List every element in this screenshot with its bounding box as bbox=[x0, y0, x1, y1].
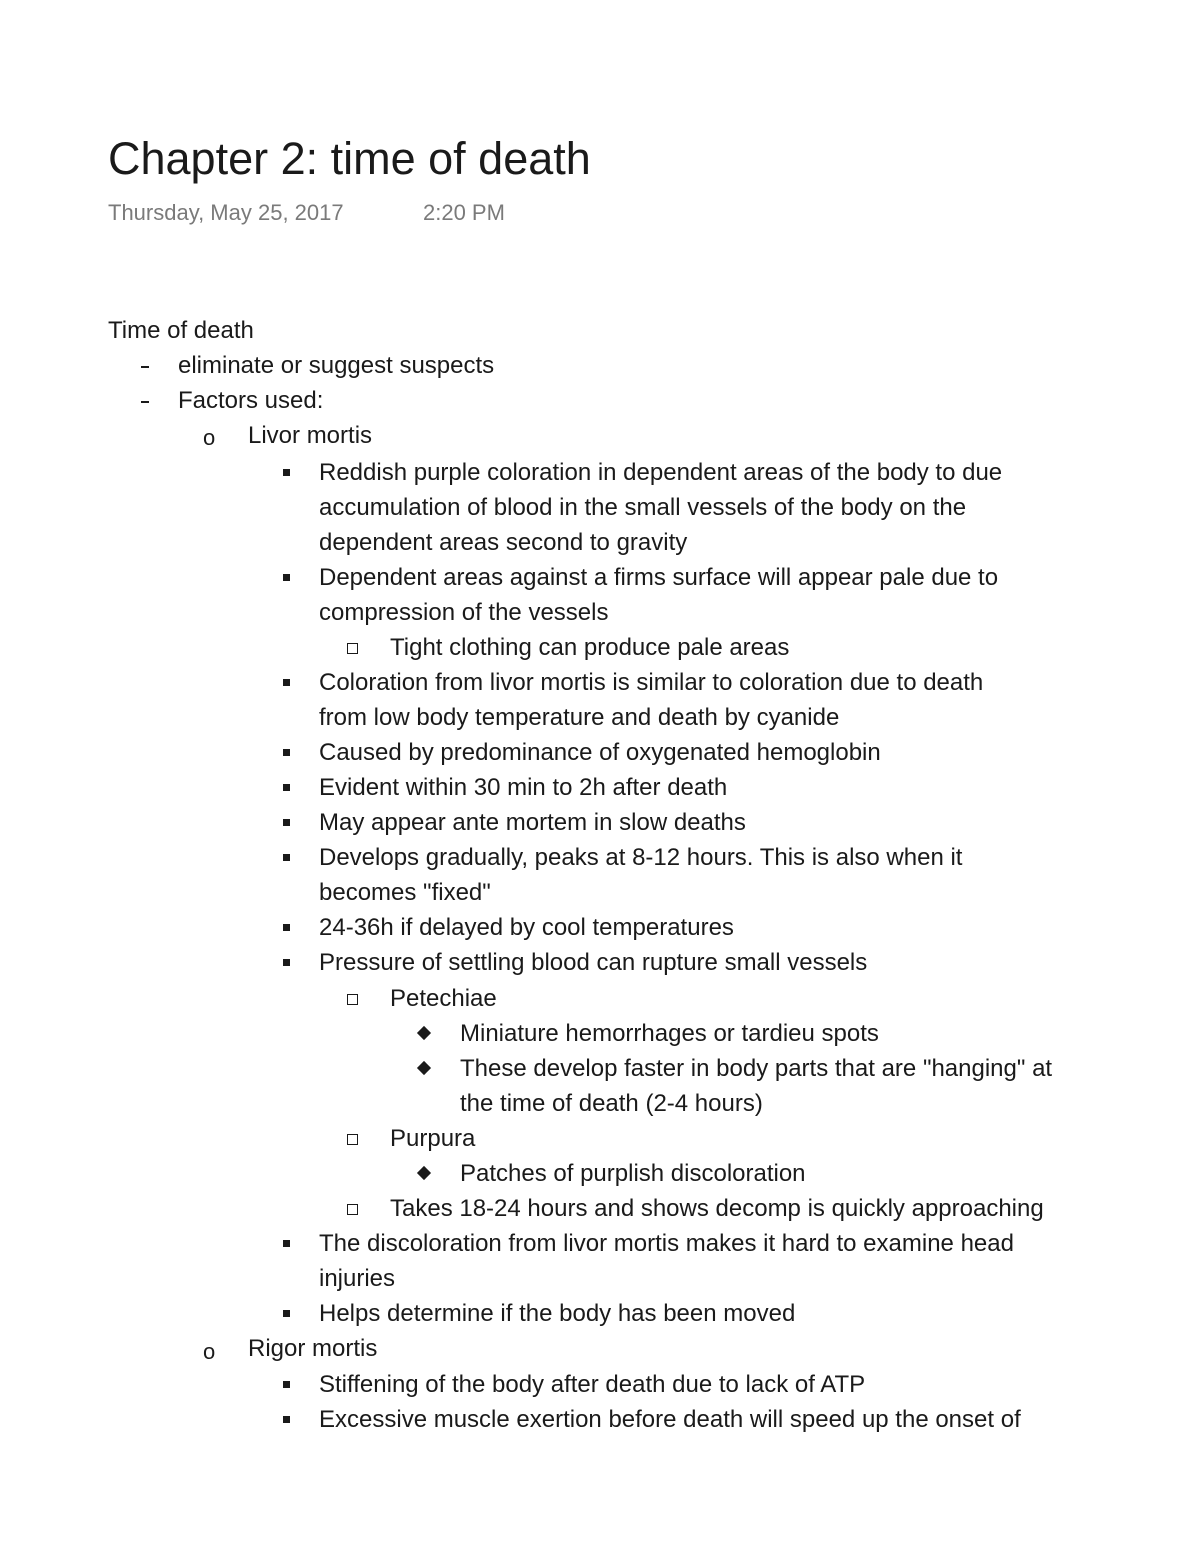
list-item: Patches of purplish discoloration bbox=[460, 1160, 806, 1187]
list-item: Purpura bbox=[390, 1125, 476, 1152]
list-item: Evident within 30 min to 2h after death bbox=[319, 774, 728, 801]
list-item: Coloration from livor mortis is similar to coloration due to death bbox=[319, 669, 984, 696]
list-item-continued: compression of the vessels bbox=[319, 599, 609, 626]
list-item: 24-36h if delayed by cool temperatures bbox=[319, 914, 734, 941]
square-bullet bbox=[283, 749, 290, 756]
list-item: Miniature hemorrhages or tardieu spots bbox=[460, 1020, 879, 1047]
square-bullet bbox=[283, 574, 290, 581]
square-bullet bbox=[283, 959, 290, 966]
list-item: Takes 18-24 hours and shows decomp is quickly approaching bbox=[390, 1195, 1044, 1222]
diamond-bullet bbox=[417, 1061, 431, 1075]
list-item-continued: injuries bbox=[319, 1265, 396, 1292]
square-bullet bbox=[283, 1240, 290, 1247]
hollow-square-bullet bbox=[347, 994, 358, 1005]
list-item-continued: dependent areas second to gravity bbox=[319, 529, 688, 556]
list-item-continued: the time of death (2-4 hours) bbox=[460, 1090, 763, 1117]
list-item: Petechiae bbox=[390, 985, 497, 1012]
circle-bullet: o bbox=[203, 1339, 216, 1364]
square-bullet bbox=[283, 784, 290, 791]
list-item: eliminate or suggest suspects bbox=[178, 352, 495, 379]
list-item: Livor mortis bbox=[248, 422, 373, 449]
note-time: 2:20 PM bbox=[423, 200, 505, 225]
square-bullet bbox=[283, 1416, 290, 1423]
square-bullet bbox=[283, 924, 290, 931]
diamond-bullet bbox=[417, 1026, 431, 1040]
square-bullet bbox=[283, 469, 290, 476]
list-item-continued: from low body temperature and death by cyanide bbox=[319, 704, 840, 731]
list-item: Reddish purple coloration in dependent areas of the body to due bbox=[319, 459, 1003, 486]
list-item: Pressure of settling blood can rupture small vessels bbox=[319, 949, 868, 976]
diamond-bullet bbox=[417, 1166, 431, 1180]
note-date: Thursday, May 25, 2017 bbox=[108, 200, 344, 225]
note-meta bbox=[108, 199, 505, 227]
square-bullet bbox=[283, 854, 290, 861]
dash-bullet bbox=[141, 366, 149, 368]
list-item: Factors used: bbox=[178, 387, 324, 414]
circle-bullet: o bbox=[203, 425, 216, 450]
list-item: Caused by predominance of oxygenated hemoglobin bbox=[319, 739, 881, 766]
square-bullet bbox=[283, 1310, 290, 1317]
list-item: Tight clothing can produce pale areas bbox=[390, 634, 790, 661]
list-item: Helps determine if the body has been moved bbox=[319, 1300, 796, 1327]
section-heading: Time of death bbox=[108, 317, 254, 344]
dash-bullet bbox=[141, 401, 149, 403]
square-bullet bbox=[283, 1381, 290, 1388]
list-item: Stiffening of the body after death due to lack of ATP bbox=[319, 1371, 866, 1398]
hollow-square-bullet bbox=[347, 643, 358, 654]
note-title: Chapter 2: time of death bbox=[108, 133, 591, 184]
list-item: Develops gradually, peaks at 8-12 hours. This is also when it bbox=[319, 844, 963, 871]
hollow-square-bullet bbox=[347, 1134, 358, 1145]
list-item-continued: accumulation of blood in the small vessels of the body on the bbox=[319, 494, 967, 521]
list-item-continued: becomes "fixed" bbox=[319, 879, 491, 906]
list-item: These develop faster in body parts that are "hanging" at bbox=[460, 1055, 1053, 1082]
list-item: Rigor mortis bbox=[248, 1335, 378, 1362]
list-item: May appear ante mortem in slow deaths bbox=[319, 809, 746, 836]
hollow-square-bullet bbox=[347, 1204, 358, 1215]
list-item: Excessive muscle exertion before death will speed up the onset of bbox=[319, 1406, 1021, 1433]
square-bullet bbox=[283, 679, 290, 686]
list-item: Dependent areas against a firms surface will appear pale due to bbox=[319, 564, 999, 591]
list-item: The discoloration from livor mortis makes it hard to examine head bbox=[319, 1230, 1014, 1257]
square-bullet bbox=[283, 819, 290, 826]
